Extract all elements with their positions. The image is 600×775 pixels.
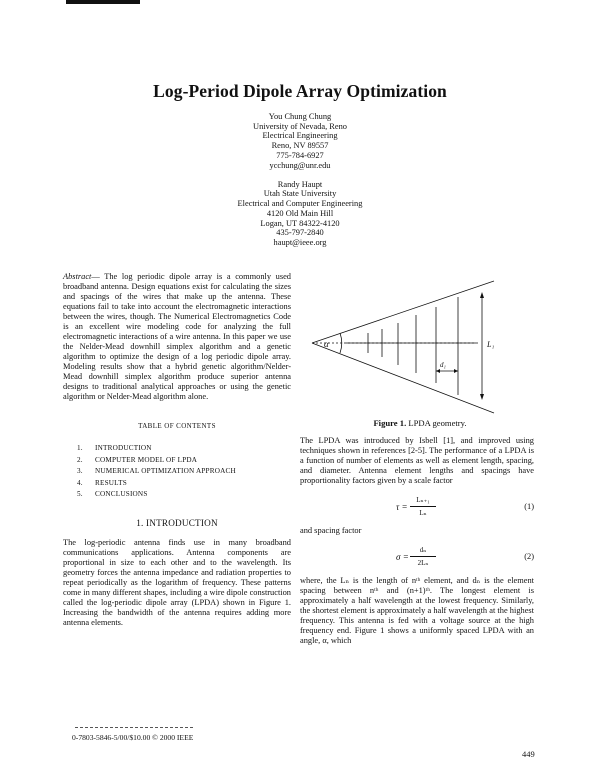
author-affiliation: University of Nevada, Reno <box>253 121 347 131</box>
arrow-head-bottom <box>480 394 484 400</box>
left-column <box>63 272 291 628</box>
copyright-notice: 0-7803-5846-5/00/$10.00 © 2000 IEEE <box>72 733 194 742</box>
equation-1-lhs: τ = <box>396 502 408 512</box>
paper-title: Log-Period Dipole Array Optimization <box>153 81 447 101</box>
toc-label: COMPUTER MODEL OF LPDA <box>95 455 198 464</box>
abstract-label: Abstract <box>63 272 92 281</box>
toc-item <box>77 443 291 455</box>
equation-2-lhs: σ = <box>396 552 409 562</box>
author-affiliation: Utah State University <box>263 189 337 199</box>
author-email: haupt@ieee.org <box>273 237 327 247</box>
author-phone: 775-784-6927 <box>276 150 324 160</box>
spacing-arrow-head-left <box>436 369 440 373</box>
equation-1-fraction <box>410 495 436 518</box>
author-phone: 435-797-2840 <box>276 228 324 238</box>
equation-2-denominator: 2Lₙ <box>417 559 429 567</box>
equation-2-fraction <box>410 545 436 568</box>
equation-1-number: (1) <box>524 502 534 511</box>
author-address: Reno, NV 89557 <box>271 141 329 151</box>
table-of-contents <box>77 443 291 501</box>
fraction-bar <box>410 556 436 557</box>
header-rule <box>66 0 140 4</box>
right-paragraph-2: where, the Lₙ is the length of nᵗʰ element, and dₙ is the element spacing between nᵗʰ and (n+1)ᵗʰ. The longest element is approximately a half wavelength at the lowest frequency. Similarly, the shortest element is approximately a half wavelength at the highest frequency. This antenna is fed with a voltage source at the high frequency end. Figure 1 shows a uniformly spaced LPDA with an angle, α, which <box>300 576 534 645</box>
equation-1-denominator: Lₙ <box>419 509 427 517</box>
toc-label: RESULTS <box>95 478 127 487</box>
toc-item <box>77 489 291 501</box>
toc-label: CONCLUSIONS <box>95 490 148 498</box>
section-heading-introduction: 1. INTRODUCTION <box>136 517 218 528</box>
author-1 <box>150 112 450 170</box>
equation-2-number: (2) <box>524 552 534 561</box>
figure-caption-label: Figure 1. <box>373 418 407 428</box>
equation-1-numerator: Lₙ₊₁ <box>416 496 430 504</box>
author-2 <box>150 180 450 248</box>
toc-item <box>77 455 291 467</box>
toc-number: 1. <box>77 444 83 452</box>
abstract-text: — The log periodic dipole array is a commonly used broadband antenna. Design equations exist for calculating the sizes and spacings of the wires that make up the antenna. These equations fail to take into account the electromagnetic interactions between the wires, though. The Numerical Electromagnetics Code is an excellent wire modeling code for analyzing the full electromagnetic interactions of a wire antenna. In this paper we use the Nelder-Mead downhill simplex algorithm and a genetic algorithm to optimize the design of a log periodic dipole array. Modeling results show that a hybrid genetic algorithm/Nelder-Mead downhill simplex algorithm produce superior antenna designs to traditional analytical approaches or using the genetic algorithm or Nelder-Mead algorithm alone. <box>63 272 291 401</box>
spacing-arrow-head-right <box>454 369 458 373</box>
toc-label: INTRODUCTION <box>95 444 152 452</box>
equation-2-numerator: dₙ <box>419 546 427 554</box>
equation-2 <box>300 544 534 572</box>
introduction-text: The log-periodic antenna finds use in many broadband communications applications. Antenna components are proportional in size to each other and to the wavelength. Its geometry forces the antenna impedance and radiation properties to repeat periodically as the logarithm of frequency. These patterns come in many different shapes, including a wire dipole construction called the log-periodic dipole array (LPDA) shown in Figure 1. Increasing the bandwidth of the antenna requires adding more antenna elements. <box>63 537 291 627</box>
figure-caption-text: LPDA geometry. <box>408 418 467 428</box>
author-name: You Chung Chung <box>268 112 332 121</box>
arrow-head-top <box>480 292 484 298</box>
figure-label-l1: L₁ <box>487 340 495 349</box>
toc-item <box>77 466 291 478</box>
figure-boundary-lower <box>312 343 494 413</box>
figure-boundary-upper <box>312 281 494 343</box>
toc-heading: TABLE OF CONTENTS <box>138 422 216 430</box>
toc-number: 4. <box>77 478 83 487</box>
figure-caption <box>306 418 534 428</box>
right-paragraph-1: The LPDA was introduced by Isbell [1], and improved using techniques shown in references [2-5]. The performance of a LPDA is a function of number of elements as well as element length, spacing, and diameter. Antenna element lengths and spacings have proportionality factors given by a scale factor <box>300 436 534 485</box>
author-department: Electrical and Computer Engineering <box>237 199 363 209</box>
toc-number: 2. <box>77 455 83 464</box>
figure-label-d1: d₁ <box>440 361 446 369</box>
author-address: 4120 Old Main Hill <box>266 208 334 218</box>
right-between-text: and spacing factor <box>300 526 362 535</box>
toc-item <box>77 478 291 490</box>
toc-number: 3. <box>77 467 83 475</box>
author-list <box>150 112 450 257</box>
abstract <box>63 272 291 402</box>
toc-label: NUMERICAL OPTIMIZATION APPROACH <box>95 467 236 475</box>
figure-label-alpha: α <box>324 339 329 349</box>
author-name: Randy Haupt <box>277 179 323 189</box>
author-city: Logan, UT 84322-4120 <box>260 218 340 228</box>
equation-1 <box>300 494 534 522</box>
fraction-bar <box>410 506 436 507</box>
lpda-figure <box>306 273 534 433</box>
footnote-rule <box>75 727 193 728</box>
toc-number: 5. <box>77 490 83 498</box>
right-column <box>300 436 534 646</box>
author-email: ycchung@unr.edu <box>269 160 331 170</box>
page-number: 449 <box>522 749 535 759</box>
author-department: Electrical Engineering <box>262 131 338 141</box>
